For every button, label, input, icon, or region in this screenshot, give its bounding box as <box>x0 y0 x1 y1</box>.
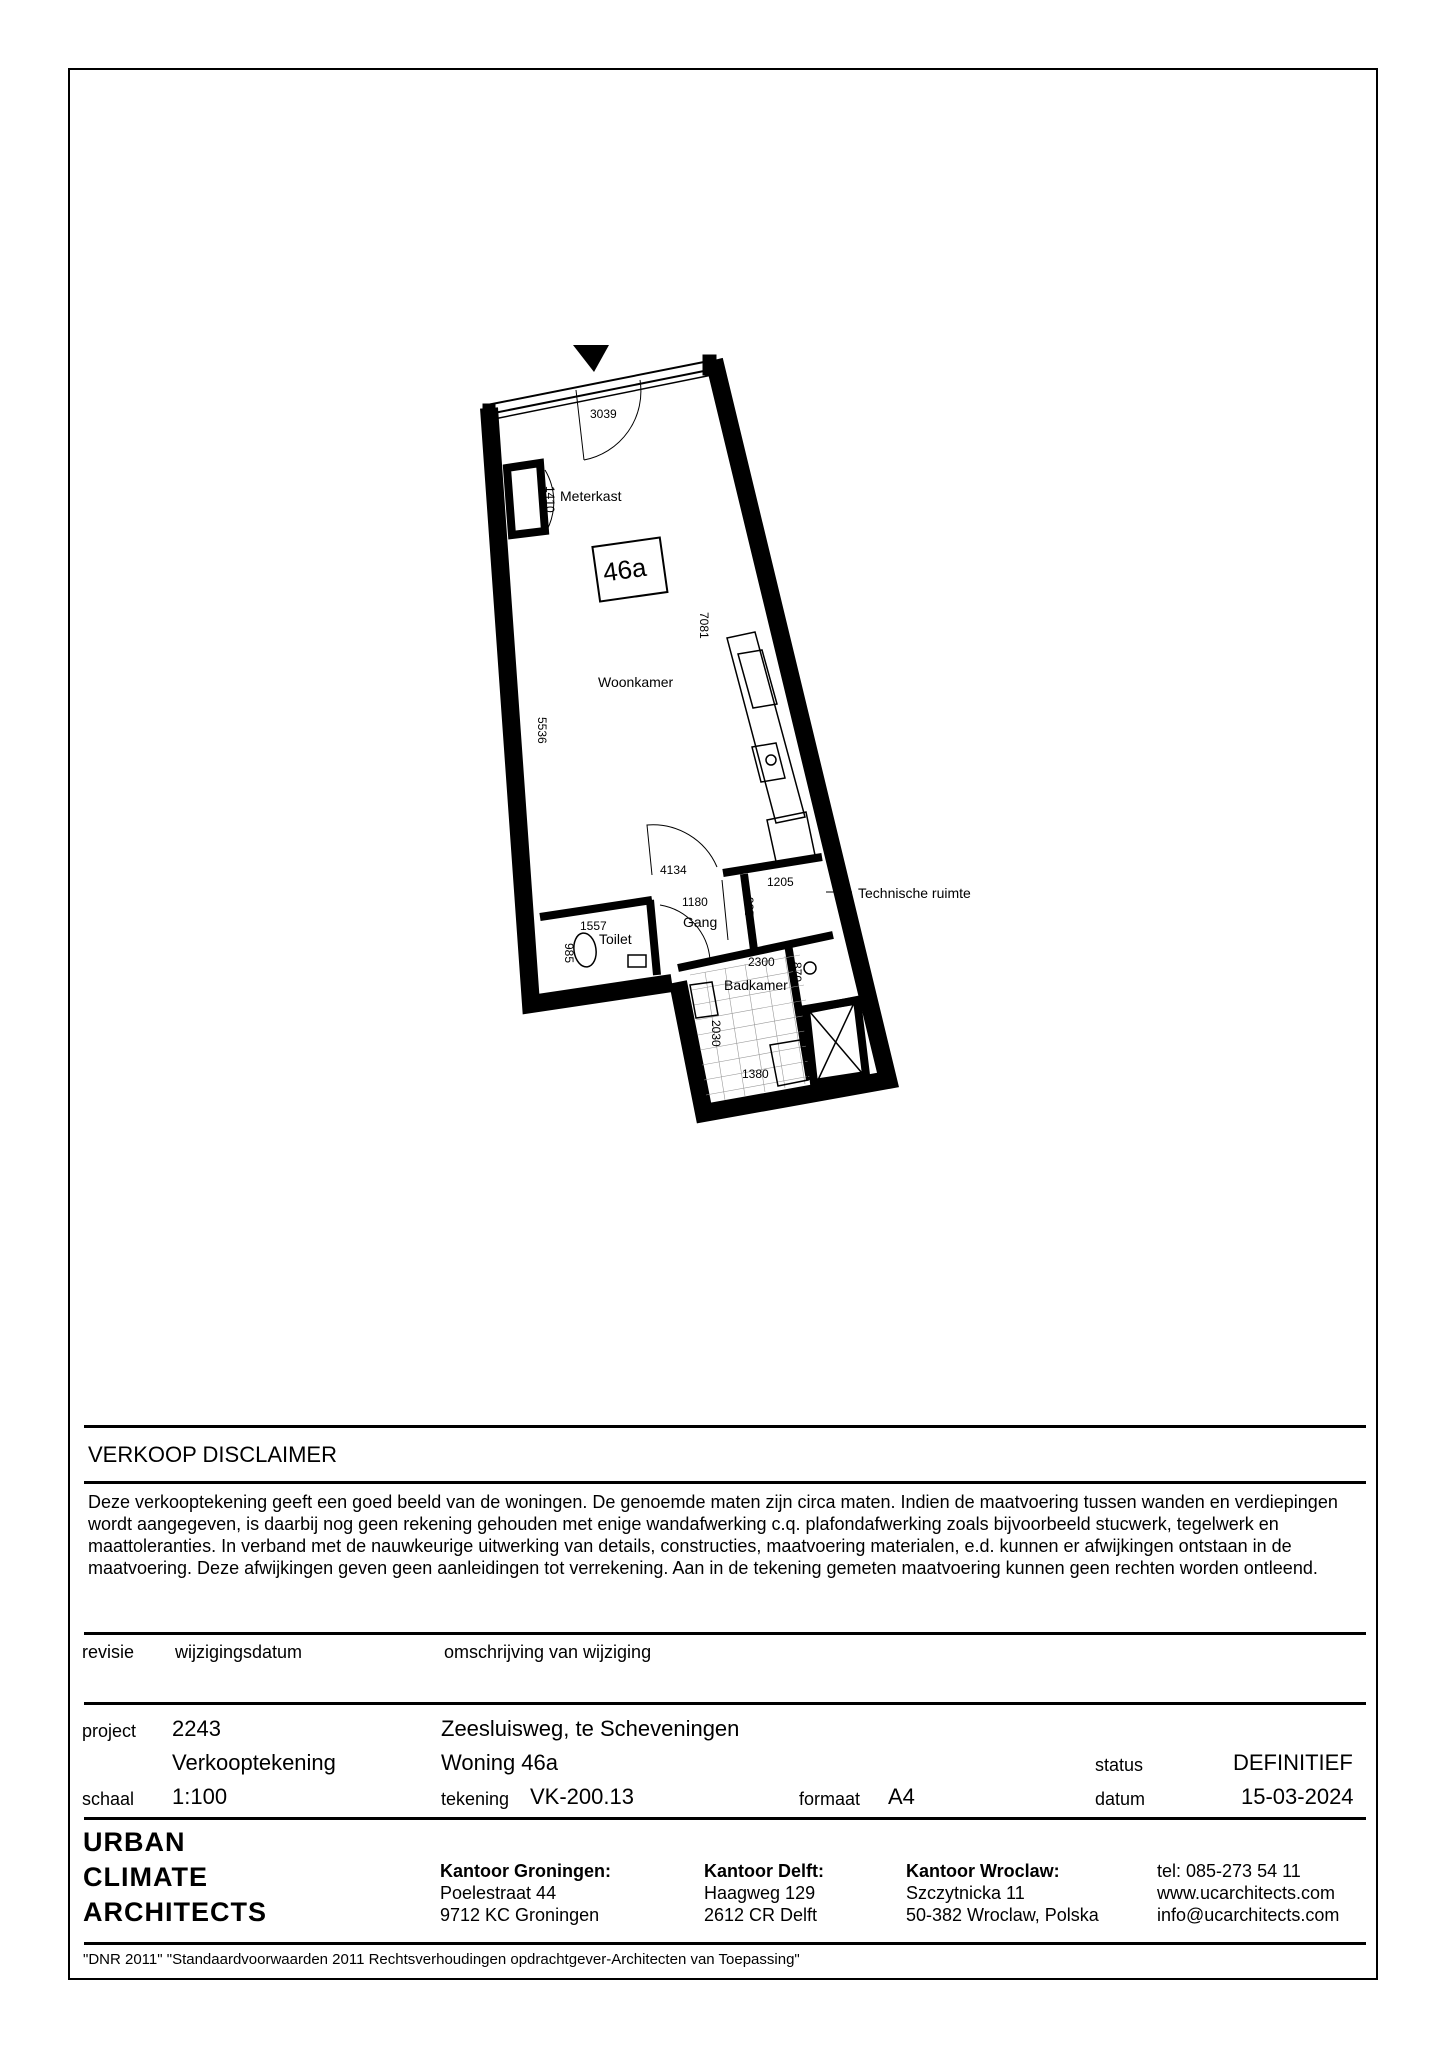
formaat-label: formaat <box>799 1789 861 1809</box>
rule <box>84 1632 1366 1635</box>
room-label-badkamer: Badkamer <box>724 977 788 993</box>
office-delft: Kantoor Delft: Haagweg 129 2612 CR Delft <box>704 1861 824 1925</box>
datum-label: datum <box>1095 1789 1146 1809</box>
status-label: status <box>1095 1755 1144 1775</box>
dim-5536: 5536 <box>535 717 549 744</box>
dim-870: 870 <box>790 962 804 983</box>
dim-2030: 2030 <box>709 1020 723 1047</box>
woning: Woning 46a <box>441 1750 559 1775</box>
interior-door-swings <box>647 825 728 960</box>
website-link[interactable]: www.ucarchitects.com <box>1157 1883 1336 1903</box>
schaal-value: 1:100 <box>172 1784 228 1809</box>
rule <box>84 1481 1366 1484</box>
tekening-label: tekening <box>441 1789 510 1809</box>
office-wroclaw: Kantoor Wroclaw: Szczytnicka 11 50-382 Wroclaw, Polska <box>906 1861 1099 1925</box>
datum-value: 15-03-2024 <box>1241 1784 1354 1809</box>
dim-1380: 1380 <box>742 1067 769 1081</box>
dim-4134: 4134 <box>660 863 687 877</box>
status-value: DEFINITIEF <box>1233 1750 1353 1775</box>
dim-1180: 1180 <box>682 895 708 909</box>
schaal-label: schaal <box>82 1789 135 1809</box>
company-logo: URBAN CLIMATE ARCHITECTS <box>83 1827 267 1927</box>
rule <box>84 1702 1366 1705</box>
rule <box>84 1942 1366 1945</box>
tekening-value: VK-200.13 <box>530 1784 634 1809</box>
project-label: project <box>82 1721 137 1741</box>
disclaimer-title: VERKOOP DISCLAIMER <box>88 1442 337 1467</box>
footnote: "DNR 2011" "Standaardvoorwaarden 2011 Rechtsverhoudingen opdrachtgever-Architecten van Toepassing" <box>83 1951 800 1968</box>
room-label-meterkast: Meterkast <box>560 488 622 504</box>
dim-1205: 1205 <box>767 875 794 889</box>
dim-985-toilet: 985 <box>562 943 576 964</box>
contact-info <box>1157 1860 1339 1926</box>
room-label-technische-ruimte: Technische ruimte <box>858 885 971 901</box>
dim-985-gang: 985 <box>742 897 756 918</box>
rule <box>84 1817 1366 1820</box>
email-link[interactable]: info@ucarchitects.com <box>1157 1905 1340 1925</box>
formaat-value: A4 <box>888 1784 915 1809</box>
disclaimer-text: Deze verkooptekening geeft een goed beeld van de woningen. De genoemde maten zijn circa maten. Indien de maatvoering tussen wanden en verdiepingen wordt aangegeven, is daarbij nog geen rekening gehouden met enige wandafwerking c.q. plafondafwerking zoals bijvoorbeeld stucwerk, tegelwerk en maattoleranties. In verband met de nauwkeurige uitwerking van details, constructies, maatvoering materialen, e.d. kunnen er afwijkingen ontstaan in de maatvoering. Deze afwijkingen geven geen aanleidingen tot verrekening. Aan in de tekening gemeten maatvoering kunnen geen rechten worden ontleend. <box>88 1492 1338 1578</box>
omschrijving-label: omschrijving van wijziging <box>444 1642 652 1662</box>
project-name: Zeesluisweg, te Scheveningen <box>441 1716 740 1741</box>
shaft-box <box>806 1000 866 1083</box>
dim-2300: 2300 <box>748 955 775 969</box>
dim-3039: 3039 <box>590 407 617 421</box>
project-number: 2243 <box>172 1716 221 1741</box>
rule <box>84 1425 1366 1428</box>
dim-1557: 1557 <box>580 919 607 933</box>
drawing-type: Verkooptekening <box>172 1750 336 1775</box>
room-label-woonkamer: Woonkamer <box>598 674 674 690</box>
unit-number: 46a <box>601 551 649 588</box>
room-label-toilet: Toilet <box>599 931 632 947</box>
phone: tel: 085-273 54 11 <box>1157 1861 1301 1881</box>
revisie-label: revisie <box>82 1642 135 1662</box>
dim-7081: 7081 <box>697 612 711 639</box>
room-label-gang: Gang <box>683 914 718 930</box>
office-groningen: Kantoor Groningen: Poelestraat 44 9712 KC Groningen <box>440 1861 611 1925</box>
entrance-arrow-icon <box>573 345 609 372</box>
dim-1410: 1410 <box>543 486 557 513</box>
wijzigingsdatum-label: wijzigingsdatum <box>175 1642 303 1662</box>
